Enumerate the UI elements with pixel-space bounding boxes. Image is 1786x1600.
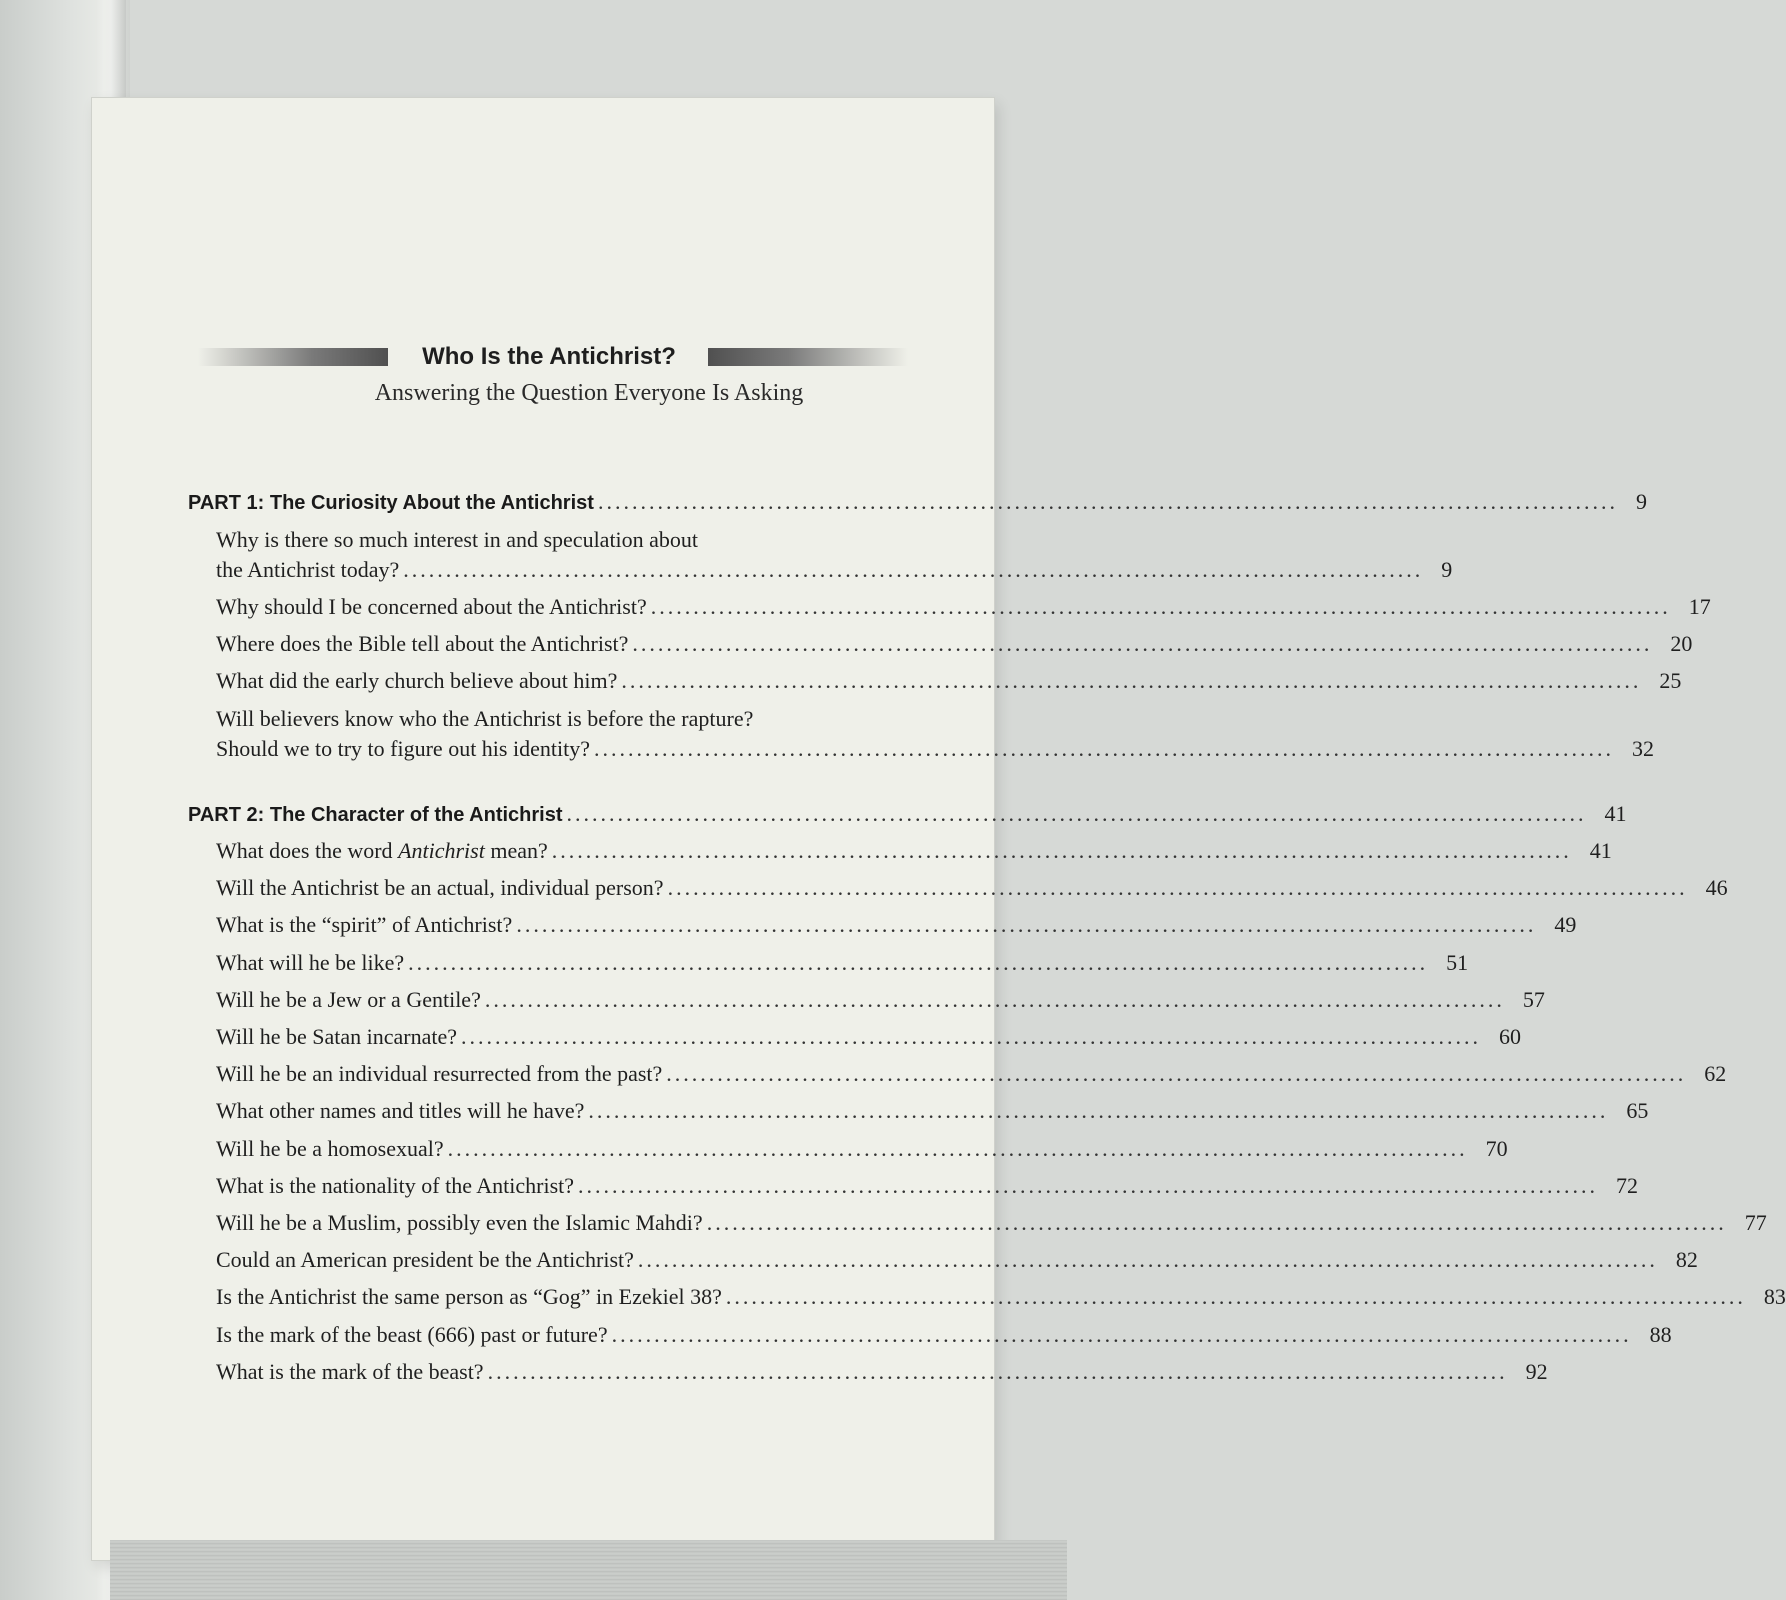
dot-leader: ........................................................................................................................ xyxy=(588,1098,1609,1123)
toc-entry: Why should I be concerned about the Antichrist? ........................................................................................................................ 17 xyxy=(216,594,1711,619)
dot-leader: ........................................................................................................................ xyxy=(566,801,1587,826)
toc-entry: What is the mark of the beast? ........................................................................................................................ 92 xyxy=(216,1359,1548,1384)
dot-leader: ........................................................................................................................ xyxy=(516,912,1537,937)
part-heading: PART 1: The Curiosity About the Antichrist ........................................................................................................................ 9 xyxy=(188,489,1647,514)
dot-leader: ........................................................................................................................ xyxy=(597,489,1618,514)
toc-entry: What did the early church believe about him? ........................................................................................................................ 25 xyxy=(216,668,1682,693)
dot-leader: ........................................................................................................................ xyxy=(667,875,1688,900)
title-bar-right xyxy=(708,348,908,366)
dot-leader: ........................................................................................................................ xyxy=(725,1284,1746,1309)
dot-leader: ........................................................................................................................ xyxy=(706,1210,1727,1235)
dot-leader: ........................................................................................................................ xyxy=(484,987,1505,1012)
part-heading: PART 2: The Character of the Antichrist ........................................................................................................................ 41 xyxy=(188,801,1627,826)
toc-entry: Will he be an individual resurrected from the past? ........................................................................................................................ 62 xyxy=(216,1061,1727,1086)
dot-leader: ........................................................................................................................ xyxy=(403,557,1424,582)
toc-entry: Could an American president be the Antichrist? ........................................................................................................................ 82 xyxy=(216,1247,1698,1272)
toc-entry: Is the mark of the beast (666) past or future? ........................................................................................................................ 88 xyxy=(216,1322,1672,1347)
toc-entry: What does the word Antichrist mean? ........................................................................................................................ 41 xyxy=(216,838,1612,863)
title-banner xyxy=(198,343,910,371)
toc-entry: What is the nationality of the Antichrist? ........................................................................................................................ 72 xyxy=(216,1173,1639,1198)
toc-entry: Will he be a homosexual? ........................................................................................................................ 70 xyxy=(216,1136,1508,1161)
toc-entry: Will he be a Muslim, possibly even the Islamic Mahdi? ........................................................................................................................ 77 xyxy=(216,1210,1767,1235)
toc-entry: Will the Antichrist be an actual, individual person? ........................................................................................................................ 46 xyxy=(216,875,1728,900)
toc-entry-line: Why is there so much interest in and speculation about xyxy=(216,527,699,552)
dot-leader: ........................................................................................................................ xyxy=(621,668,1642,693)
dot-leader: ........................................................................................................................ xyxy=(650,594,1671,619)
toc-entry: What is the “spirit” of Antichrist? ........................................................................................................................ 49 xyxy=(216,912,1577,937)
book-subtitle: Answering the Question Everyone Is Asking xyxy=(374,380,804,406)
dot-leader: ........................................................................................................................ xyxy=(611,1322,1632,1347)
dot-leader: ........................................................................................................................ xyxy=(666,1061,1687,1086)
dot-leader: ........................................................................................................................ xyxy=(487,1359,1508,1384)
toc-entry: Will he be a Jew or a Gentile? ........................................................................................................................ 57 xyxy=(216,987,1545,1012)
toc-entry: What other names and titles will he have? ........................................................................................................................ 65 xyxy=(216,1098,1649,1123)
toc-entry: Will he be Satan incarnate? ........................................................................................................................ 60 xyxy=(216,1024,1522,1049)
dot-leader: ........................................................................................................................ xyxy=(447,1136,1468,1161)
dot-leader: ........................................................................................................................ xyxy=(461,1024,1482,1049)
dot-leader: ........................................................................................................................ xyxy=(632,631,1653,656)
toc-entry: Is the Antichrist the same person as “Gog” in Ezekiel 38? ........................................................................................................................ 83 xyxy=(216,1284,1786,1309)
title-bar-left xyxy=(198,348,388,366)
book-page-edges xyxy=(110,1540,1067,1600)
book-title: Who Is the Antichrist? xyxy=(422,343,676,370)
dot-leader: ........................................................................................................................ xyxy=(593,736,1614,761)
toc-entry: the Antichrist today? ........................................................................................................................ 9 xyxy=(216,557,1453,582)
dot-leader: ........................................................................................................................ xyxy=(637,1247,1658,1272)
toc-entry: Should we to try to figure out his identity? ........................................................................................................................ 32 xyxy=(216,736,1654,761)
dot-leader: ........................................................................................................................ xyxy=(551,838,1572,863)
toc-entry-line: Will believers know who the Antichrist is before the rapture? xyxy=(216,706,754,731)
toc-entry: What will he be like? ........................................................................................................................ 51 xyxy=(216,950,1469,975)
dot-leader: ........................................................................................................................ xyxy=(578,1173,1599,1198)
dot-leader: ........................................................................................................................ xyxy=(408,950,1429,975)
toc-entry: Where does the Bible tell about the Antichrist? ........................................................................................................................ 20 xyxy=(216,631,1693,656)
